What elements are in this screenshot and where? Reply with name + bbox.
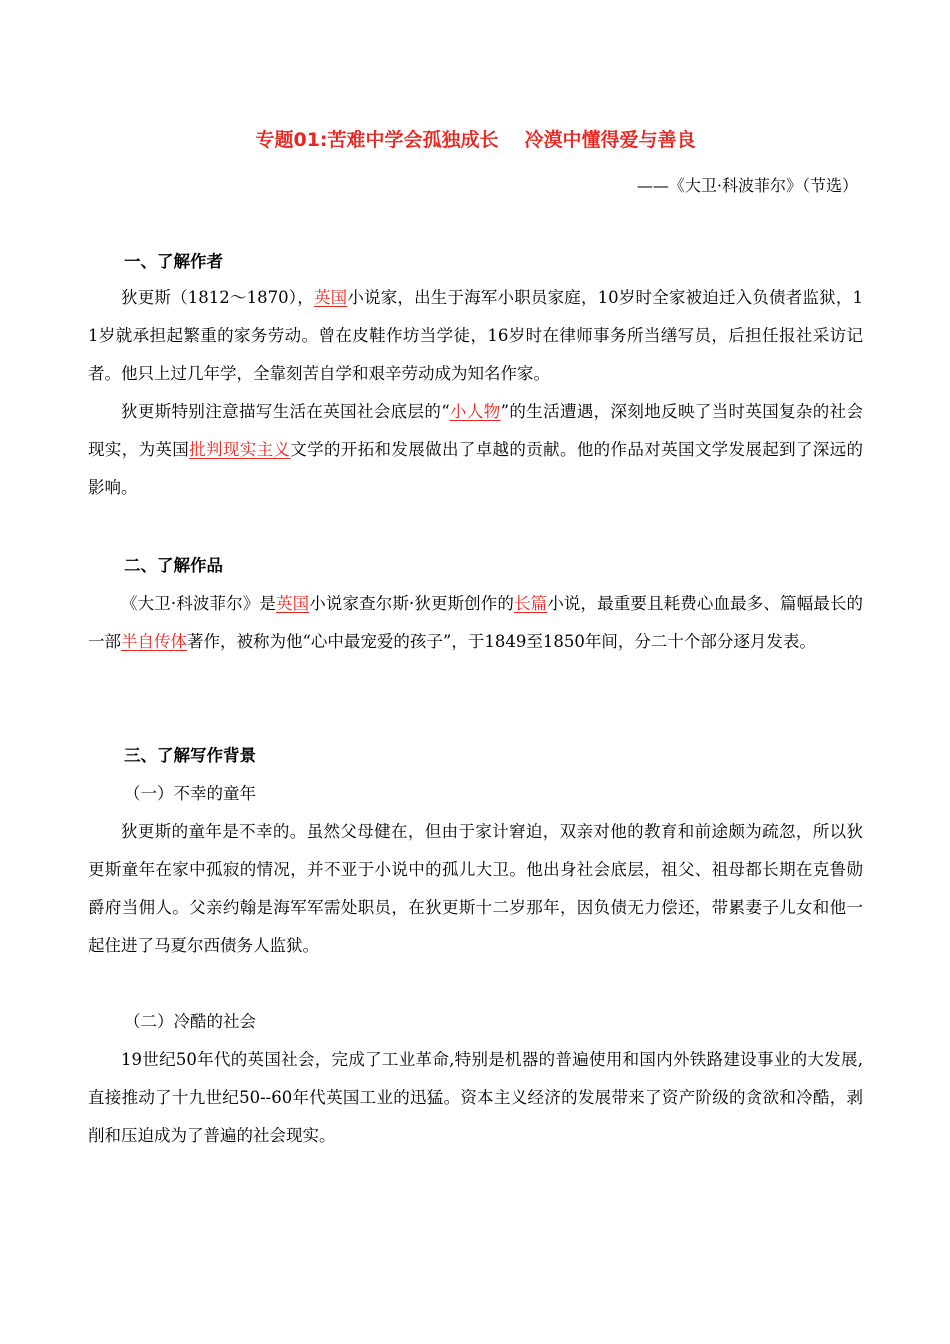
- text-segment: 狄更斯（1812～1870），: [121, 288, 314, 307]
- text-segment: 著作，被称为他“心中最宠爱的孩子”，于1849至1850年间，分二十个部分逐月发表。: [187, 632, 816, 651]
- section-heading-background: 三、了解写作背景: [124, 746, 256, 765]
- link-england[interactable]: 英国: [313, 288, 348, 307]
- link-novel[interactable]: 长篇: [514, 594, 548, 613]
- text-segment: ”的生活遭遇，深刻地反映了当时英国复杂的社会现实，为英国: [88, 402, 864, 459]
- section-heading-author: 一、了解作者: [124, 252, 223, 271]
- text-segment: 小说家查尔斯·狄更斯创作的: [309, 594, 515, 613]
- text-segment: 小说家，出生于海军小职员家庭，10岁时全家被迫迁入负债者监狱，11岁就承担起繁重的家务劳动。曾在皮鞋作坊当学徒，16岁时在律师事务所当缮写员，后担任报社采访记者。他只上过几年学，全靠刻苦自学和艰辛劳动成为知名作家。: [88, 288, 864, 383]
- link-little-people[interactable]: 小人物: [449, 402, 501, 421]
- document-title: [88, 124, 863, 156]
- link-semi-autobiography[interactable]: 半自传体: [121, 632, 187, 651]
- section-heading-work: 二、了解作品: [124, 556, 223, 575]
- paragraph-cold-society: 19世纪50年代的英国社会，完成了工业革命,特别是机器的普遍使用和国内外铁路建设事业的大发展,直接推动了十九世纪50--60年代英国工业的迅猛。资本主义经济的发展带来了资产阶级的贪欲和冷酷，剥削和压迫成为了普遍的社会现实。: [88, 1050, 863, 1145]
- paragraph-author-style: [88, 393, 863, 507]
- title-part-1: 专题01:苦难中学会孤独成长: [255, 129, 499, 151]
- text-segment: 小说，最重要且耗费心血最多、篇幅最长的一部: [88, 594, 864, 651]
- subheading-unhappy-childhood: （一）不幸的童年: [124, 784, 256, 803]
- paragraph-author-bio: [88, 279, 863, 393]
- text-segment: 狄更斯特别注意描写生活在英国社会底层的“: [121, 402, 450, 421]
- paragraph-work-intro: [88, 585, 863, 661]
- paragraph-unhappy-childhood: 狄更斯的童年是不幸的。虽然父母健在，但由于家计窘迫，双亲对他的教育和前途颇为疏忽，所以狄更斯童年在家中孤寂的情况，并不亚于小说中的孤儿大卫。他出身社会底层，祖父、祖母都长期在克鲁勋爵府当佣人。父亲约翰是海军军需处职员，在狄更斯十二岁那年，因负债无力偿还，带累妻子儿女和他一起住进了马夏尔西债务人监狱。: [88, 822, 863, 955]
- link-critical-realism[interactable]: 批判现实主义: [189, 440, 291, 459]
- title-part-2: 冷漠中懂得爱与善良: [524, 129, 696, 151]
- text-segment: 《大卫·科波菲尔》是: [121, 594, 276, 613]
- document-subtitle: ——《大卫·科波菲尔》（节选）: [636, 176, 858, 195]
- link-england[interactable]: 英国: [275, 594, 310, 613]
- subheading-cold-society: （二）冷酷的社会: [124, 1012, 256, 1031]
- text-segment: 文学的开拓和发展做出了卓越的贡献。他的作品对英国文学发展起到了深远的影响。: [88, 440, 864, 497]
